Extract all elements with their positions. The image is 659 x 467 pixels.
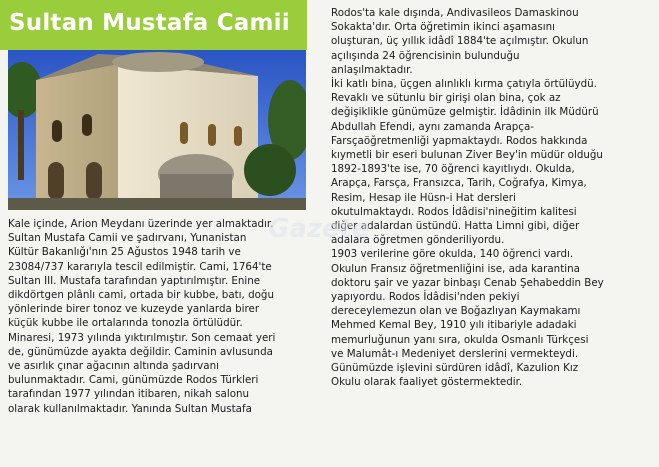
text-line: Revaklı ve sütunlu bir girişi olan bina, çok az [331, 92, 561, 105]
text-line: ve Malumât-ı Medeniyet derslerini vermekteydi. [331, 347, 579, 360]
text-line: Farsçaöğretmenliği yapmaktaydı. Rodos hakkında [331, 134, 588, 147]
right-column-text [331, 6, 641, 389]
article-title: Sultan Mustafa Camii [9, 10, 290, 36]
text-line: okutulmaktaydı. Rodos İdâdisi'nineğitim kalitesi [331, 205, 577, 218]
text-line: yönlerinde birer tonoz ve kuzeyde yanlarda birer [8, 303, 260, 316]
text-line: memurluğunun yanı sıra, okulda Osmanlı Türkçesi [331, 333, 589, 346]
text-line: Arapça, Farsça, Fransızca, Tarih, Coğrafya, Kimya, [331, 177, 587, 190]
text-line: olarak kullanılmaktadır. Yanında Sultan Mustafa [8, 402, 252, 415]
text-line: 23084/737 kararıyla tescil edilmiştir. Cami, 1764'te [8, 260, 272, 273]
text-line: Sultan Mustafa Camii ve şadırvanı, Yunanistan [8, 232, 247, 245]
text-line: 1892-1893'te ise, 70 öğrenci kayıtlıydı. Okulda, [331, 163, 575, 176]
watermark: Gazete [268, 214, 370, 244]
text-line: yapıyordu. Rodos İdâdisi'nden pekiyi [331, 291, 520, 304]
text-line: 1903 verilerine göre okulda, 140 öğrenci vardı. [331, 248, 574, 261]
left-column-text [8, 217, 306, 416]
text-line: dikdörtgen plânlı cami, ortada bir kubbe, batı, doğu [8, 289, 274, 302]
text-line: Kale içinde, Arion Meydanı üzerinde yer almaktadır. [8, 218, 274, 230]
text-line: Sokakta'dır. Orta öğretimin ikinci aşamasını [331, 21, 555, 34]
text-line: Minaresi, 1973 yılında yıktırılmıştır. Son cemaat yeri [8, 331, 276, 344]
text-line: Abdullah Efendi, aynı zamanda Arapça- [331, 120, 534, 133]
text-line: Resim, Hesap ile Hüsn-i Hat dersleri [331, 191, 516, 204]
text-line: de, günümüzde ayakta değildir. Caminin avlusunda [8, 345, 273, 358]
text-line: Okulu olarak faaliyet göstermektedir. [331, 376, 523, 389]
text-line: doktoru şair ve yazar binbaşı Cenab Şehabeddin Bey [331, 276, 604, 289]
text-line: Okulun Fransız öğretmenliğini ise, ada karantina [331, 262, 580, 275]
text-line: bulunmaktadır. Cami, günümüzde Rodos Türkleri [8, 374, 259, 387]
text-line: küçük kubbe ile ortalarında tonozla örtülüdür. [8, 317, 243, 330]
mosque-photo [8, 50, 306, 210]
text-line: Mehmed Kemal Bey, 1910 yılı itibariyle adadaki [331, 319, 577, 332]
text-line: oluşturan, üç yıllık idâdî 1884'te açılmıştır. Okulun [331, 35, 589, 48]
text-line: Sultan III. Mustafa tarafından yaptırılmıştır. Enine [8, 274, 261, 287]
text-line: Kültür Bakanlığı'nın 25 Ağustos 1948 tarih ve [8, 246, 241, 259]
text-line: Günümüzde işlevini sürdüren idâdî, Kazulion Kız [331, 362, 579, 375]
title-banner [0, 0, 307, 50]
text-line: diğer adalardan üstündü. Hatta Limni gibi, diğer [331, 220, 580, 233]
text-line: Rodos'ta kale dışında, Andivasileos Damaskinou [331, 7, 579, 19]
mosque-photo-illustration [8, 50, 306, 210]
text-line: İki katlı bina, üçgen alınlıklı kırma çatıyla örtülüydü. [331, 78, 597, 91]
text-line: kıymetli bir eseri bulunan Ziver Bey'in müdür olduğu [331, 149, 603, 162]
text-line: ve asırlık çınar ağacının altında şadırvanı [8, 360, 219, 373]
text-line: açılışında 24 öğrencisinin bulunduğu [331, 49, 520, 62]
text-line: dereceylemezun olan ve Boğazlıyan Kaymakamı [331, 305, 581, 318]
text-line: tarafından 1977 yılından itibaren, nikah salonu [8, 388, 250, 401]
text-line: değişiklikle günümüze gelmiştir. İdâdinin ilk Müdürü [331, 106, 599, 119]
text-line: anlaşılmaktadır. [331, 63, 413, 76]
text-line: adalara öğretmen gönderiliyordu. [331, 234, 505, 247]
